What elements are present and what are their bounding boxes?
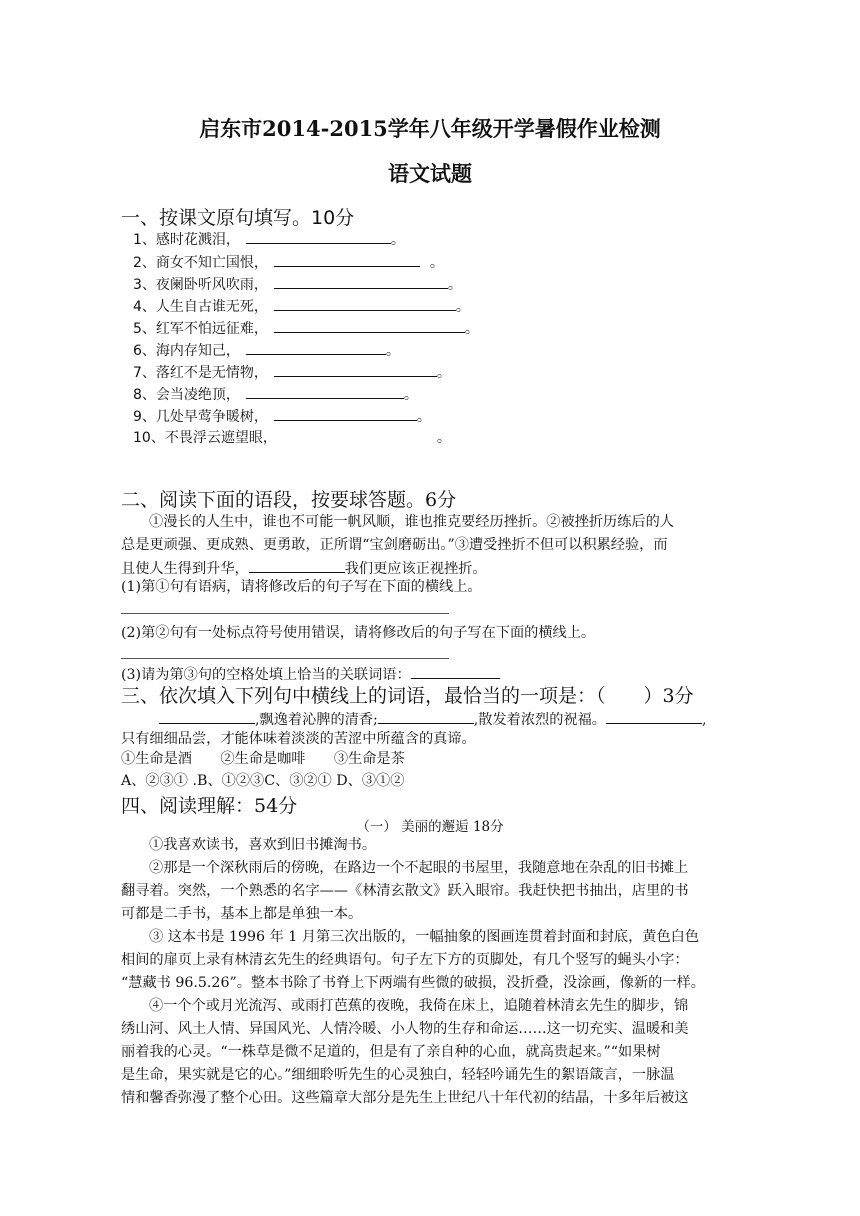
fill-item — [133, 406, 431, 426]
fill-item — [133, 252, 444, 272]
section3-line: 只有细细品尝，才能体味着淡淡的苦涩中所蕴含的真谛。 — [121, 731, 476, 747]
exam-title: 启东市2014-2015学年八年级开学暑假作业检测 — [199, 116, 661, 141]
connective-answer-blank[interactable] — [411, 668, 500, 679]
word-blank[interactable] — [606, 708, 702, 724]
fill-item-end: 。 — [436, 365, 451, 381]
fill-item-label: 9、几处早莺争暖树， — [133, 409, 268, 425]
fill-item-end: 。 — [447, 277, 462, 293]
passage-line: ①漫长的人生中，谁也不可能一帆风顺，谁也推克要经历挫折。②被挫折历练后的人 — [149, 514, 674, 530]
word-blank[interactable] — [159, 708, 255, 724]
fill-item-label: 3、夜阑卧听风吹雨， — [133, 277, 268, 293]
section3-choices: A、②③① .B、①②③C、③②① D、③①② — [121, 773, 405, 789]
fill-blank[interactable] — [274, 362, 437, 377]
reading-paragraph: 相间的扉页上录有林清玄先生的经典语句。句子左下方的页脚处，有几个竖写的蝇头小字： — [121, 952, 689, 968]
fill-item-label: 8、会当凌绝顶， — [133, 387, 240, 403]
section3-text: ,散发着浓烈的祝福。 — [473, 712, 606, 728]
question-2-1: (1)第①句有语病，请将修改后的句子写在下面的横线上。 — [121, 579, 482, 595]
fill-item — [133, 340, 400, 360]
section2-heading: 二、阅读下面的语段，按要球答题。6分 — [121, 489, 457, 511]
reading-paragraph: 丽着我的心灵。“一株草是微不足道的，但是有了亲自种的心血，就高贵起来。”“如果树 — [121, 1044, 661, 1060]
fill-item-end: 。 — [416, 409, 431, 425]
reading-paragraph: 绣山河、风土人情、异国风光、人情冷暖、小人物的生存和命运……这一切充实、温暖和美 — [121, 1021, 689, 1037]
fill-blank[interactable] — [274, 318, 465, 333]
reading-paragraph: ③ 这本书是 1996 年 1 月第三次出版的，一幅抽象的图画连贯着封面和封底，黄色白色 — [149, 929, 700, 945]
fill-item — [133, 318, 479, 338]
passage-text: 我们更应该正视挫折。 — [344, 561, 487, 577]
fill-item-end: 。 — [390, 232, 405, 248]
answer-line[interactable] — [121, 657, 449, 659]
exam-subtitle: 语文试题 — [388, 161, 472, 186]
fill-blank[interactable] — [274, 274, 448, 289]
reading-subtitle: （一） 美丽的邂逅 18分 — [356, 819, 504, 835]
fill-blank[interactable] — [246, 384, 404, 399]
section4-heading: 四、阅读理解：54分 — [121, 795, 298, 817]
fill-item — [133, 362, 451, 382]
reading-paragraph: 翻寻着。突然，一个熟悉的名字——《林清玄散文》跃入眼帘。我赶快把书抽出，店里的书 — [121, 883, 689, 899]
fill-item-end: 。 — [403, 387, 418, 403]
fill-item-label: 10、不畏浮云遮望眼， — [133, 430, 277, 446]
reading-paragraph: 可都是二手书，基本上都是单独一本。 — [121, 906, 363, 922]
reading-paragraph: ④一个个或月光流泻、或雨打芭蕉的夜晚，我倚在床上，追随着林清玄先生的脚步，锦 — [149, 998, 689, 1014]
fill-item — [133, 229, 405, 249]
fill-item-label: 4、人生自古谁无死， — [133, 299, 268, 315]
fill-blank[interactable] — [274, 406, 417, 421]
question-2-2: (2)第②句有一处标点符号使用错误，请将修改后的句子写在下面的横线上。 — [121, 625, 596, 641]
question-text: (3)请为第③句的空格处填上恰当的关联词语： — [121, 667, 411, 683]
fill-item-end: 。 — [464, 321, 479, 337]
fill-blank[interactable] — [274, 296, 456, 311]
connective-blank[interactable] — [249, 557, 345, 573]
section3-text: ,飘逸着沁脾的清香; — [255, 712, 378, 728]
passage-text: 且使人生得到升华， — [121, 561, 249, 577]
fill-item-end: 。 — [385, 343, 400, 359]
fill-blank[interactable] — [274, 252, 420, 267]
fill-item-end: 。 — [436, 430, 451, 446]
fill-item-label: 7、落红不是无情物， — [133, 365, 268, 381]
section3-options: ①生命是酒 ②生命是咖啡 ③生命是茶 — [121, 751, 405, 767]
fill-blank[interactable] — [246, 229, 391, 244]
section3-text: , — [702, 712, 707, 728]
reading-paragraph: ②那是一个深秋雨后的傍晚，在路边一个不起眼的书屋里，我随意地在杂乱的旧书摊上 — [149, 860, 689, 876]
fill-blank[interactable] — [246, 340, 386, 355]
fill-item — [133, 274, 462, 294]
section1-heading: 一、按课文原句填写。10分 — [121, 207, 355, 229]
section3-heading: 三、依次填入下列句中横线上的词语，最恰当的一项是：（ ）3分 — [121, 685, 694, 707]
fill-item-label: 2、商女不知亡国恨， — [133, 255, 268, 271]
fill-item — [133, 296, 470, 316]
fill-item-label: 6、海内存知己， — [133, 343, 240, 359]
fill-item — [133, 384, 418, 404]
fill-item-end: 。 — [455, 299, 470, 315]
reading-paragraph: “慧藏书 96.5.26”。整本书除了书脊上下两端有些微的破损，没折叠，没涂画，像新的一样。 — [121, 975, 705, 991]
reading-paragraph: ①我喜欢读书，喜欢到旧书摊淘书。 — [149, 837, 377, 853]
answer-line[interactable] — [121, 612, 449, 614]
word-blank[interactable] — [378, 708, 474, 724]
passage-line: 总是更顽强、更成熟、更勇敢，正所谓“宝剑磨砺出。”③遭受挫折不但可以积累经验，而 — [121, 537, 668, 553]
reading-paragraph: 情和馨香弥漫了整个心田。这些篇章大部分是先生上世纪八十年代初的结晶，十多年后被这 — [121, 1090, 689, 1106]
fill-item — [133, 428, 451, 448]
fill-item-label: 1、感时花溅泪， — [133, 232, 240, 248]
reading-paragraph: 是生命，果实就是它的心。”细细聆听先生的心灵独白，轻轻吟诵先生的絮语箴言，一脉温 — [121, 1067, 675, 1083]
fill-item-end: 。 — [429, 255, 444, 271]
fill-item-label: 5、红军不怕远征难， — [133, 321, 268, 337]
